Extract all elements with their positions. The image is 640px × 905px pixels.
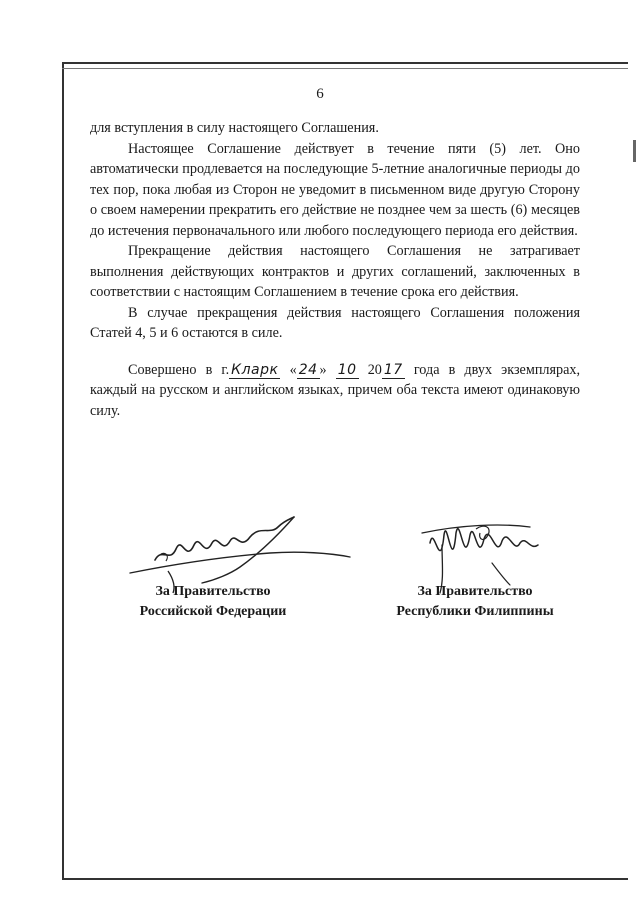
document-body	[90, 118, 580, 421]
signature-philippines-line2: Республики Филиппины	[396, 604, 554, 619]
done-year-handwritten: 17	[383, 361, 403, 378]
done-rest: года в двух экземплярах, каждый на русском и английском языках, причем оба текста имеют одинаковую силу.	[90, 361, 581, 419]
signature-block-russia	[100, 505, 360, 625]
done-month-handwritten: 10	[337, 361, 357, 378]
done-prefix: Совершено в	[128, 361, 213, 378]
page-number: 6	[316, 86, 324, 102]
scan-frame-top-line	[62, 68, 628, 69]
close-quote: »	[319, 361, 327, 378]
paragraph-term: Настоящее Соглашение действует в течение пяти (5) лет. Оно автоматически продлевается на последующие 5-летние аналогичные периоды до тех пор, пока любая из Сторон не уведомит в письменном виде другую Сторону о своем намерении прекратить его действие не позднее чем за шесть (6) месяцев до истечения первоначального или любого последующего периода его действия.	[90, 140, 580, 239]
paragraph-continuation: для вступления в силу настоящего Соглашения.	[90, 120, 379, 136]
open-quote: «	[289, 361, 297, 378]
scan-edge-mark	[633, 140, 636, 162]
paragraph-done-at	[90, 360, 580, 422]
signature-caption-philippines	[380, 582, 570, 622]
done-place-handwritten: Кларк	[231, 361, 279, 378]
signature-russia-line2: Российской Федерации	[139, 604, 287, 619]
signature-philippines-line1: За Правительство	[417, 584, 533, 599]
paragraph-termination: Прекращение действия настоящего Соглашения не затрагивает выполнения действующих контрактов и других соглашений, заключенных в соответствии с настоящим Соглашением в течение срока его действия.	[90, 243, 580, 300]
signature-caption-russia	[102, 582, 324, 622]
paragraph-survival: В случае прекращения действия настоящего Соглашения положения Статей 4, 5 и 6 остаются в силе.	[90, 304, 580, 341]
signature-block-philippines	[380, 505, 640, 625]
done-year-prefix: 20	[367, 361, 382, 378]
signature-russia-line1: За Правительство	[155, 584, 271, 599]
done-day-handwritten: 24	[298, 361, 318, 378]
done-place-prefix: г.	[221, 361, 230, 378]
